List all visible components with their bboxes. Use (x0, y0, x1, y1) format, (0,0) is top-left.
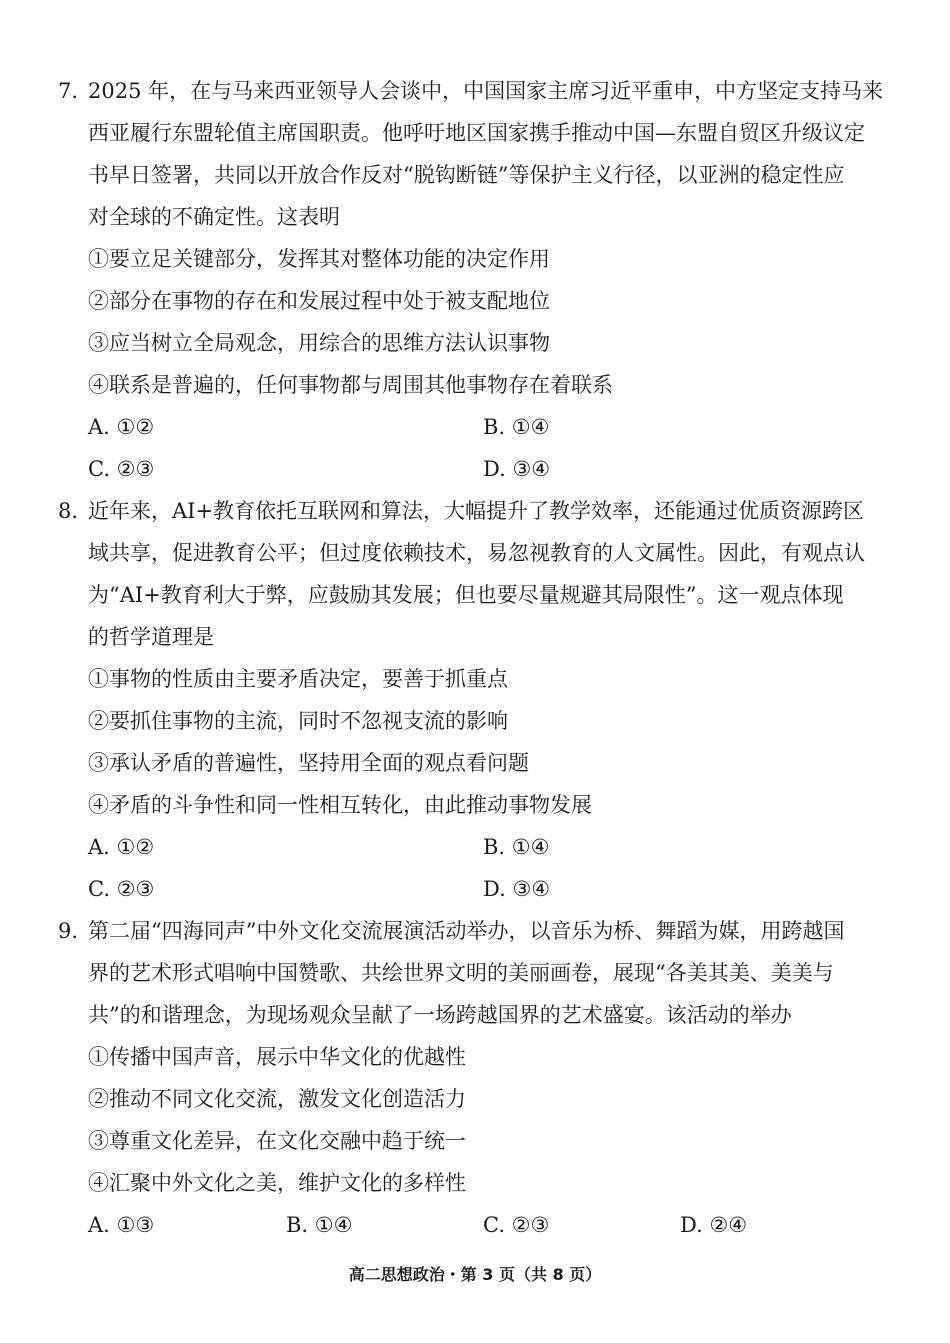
choice-a[interactable]: A. ①② (88, 415, 155, 439)
statement-option: ①要立足关键部分，发挥其对整体功能的决定作用 (88, 247, 550, 271)
choice-c[interactable]: C. ②③ (88, 877, 155, 901)
question-8 (58, 490, 900, 910)
choice-b[interactable]: B. ①④ (286, 1213, 353, 1237)
question-9 (58, 910, 900, 1246)
choice-b[interactable]: B. ①④ (483, 415, 550, 439)
statement-option: ④汇聚中外文化之美，维护文化的多样性 (88, 1171, 466, 1195)
page-footer: 高二思想政治・第 3 页（共 8 页） (348, 1265, 602, 1284)
question-number: 8. (58, 499, 79, 523)
choice-c[interactable]: C. ②③ (483, 1213, 550, 1237)
question-stem-line: 对全球的不确定性。这表明 (88, 205, 340, 229)
answer-choices (58, 406, 900, 490)
question-stem-line: 西亚履行东盟轮值主席国职责。他呼吁地区国家携手推动中国—东盟自贸区升级议定 (88, 121, 865, 145)
statement-option: ④联系是普遍的，任何事物都与周围其他事物存在着联系 (88, 373, 613, 397)
statement-option: ③应当树立全局观念，用综合的思维方法认识事物 (88, 331, 550, 355)
statement-option: ②要抓住事物的主流，同时不忽视支流的影响 (88, 709, 508, 733)
question-stem-line: 7. 2025 年，在与马来西亚领导人会谈中，中国国家主席习近平重申，中方坚定支持马来 (58, 70, 900, 112)
question-stem-line: 域共享，促进教育公平；但过度依赖技术，易忽视教育的人文属性。因此，有观点认 (88, 541, 865, 565)
choice-d[interactable]: D. ②④ (680, 1213, 748, 1237)
choice-d[interactable]: D. ③④ (483, 877, 551, 901)
question-number: 7. (58, 79, 79, 103)
answer-choices (58, 1204, 900, 1246)
answer-choices (58, 826, 900, 910)
statement-option: ①事物的性质由主要矛盾决定，要善于抓重点 (88, 667, 508, 691)
question-stem-line: 9. 第二届“四海同声”中外文化交流展演活动举办，以音乐为桥、舞蹈为媒，用跨越国 (58, 910, 900, 952)
question-7 (58, 70, 900, 490)
question-stem-line: 8. 近年来，AI+教育依托互联网和算法，大幅提升了教学效率，还能通过优质资源跨区 (58, 490, 900, 532)
statement-option: ③尊重文化差异，在文化交融中趋于统一 (88, 1129, 466, 1153)
statement-option: ①传播中国声音，展示中华文化的优越性 (88, 1045, 466, 1069)
statement-option: ②推动不同文化交流，激发文化创造活力 (88, 1087, 466, 1111)
question-stem-line: 的哲学道理是 (88, 625, 214, 649)
statement-option: ④矛盾的斗争性和同一性相互转化，由此推动事物发展 (88, 793, 592, 817)
question-stem-line: 书早日签署，共同以开放合作反对“脱钩断链”等保护主义行径，以亚洲的稳定性应 (88, 163, 845, 187)
choice-b[interactable]: B. ①④ (483, 835, 550, 859)
statement-option: ③承认矛盾的普遍性，坚持用全面的观点看问题 (88, 751, 529, 775)
choice-c[interactable]: C. ②③ (88, 457, 155, 481)
statement-option: ②部分在事物的存在和发展过程中处于被支配地位 (88, 289, 550, 313)
choice-a[interactable]: A. ①③ (88, 1213, 155, 1237)
question-number: 9. (58, 919, 79, 943)
question-stem-line: 共”的和谐理念，为现场观众呈献了一场跨越国界的艺术盛宴。该活动的举办 (88, 1003, 792, 1027)
question-stem-line: 界的艺术形式唱响中国赞歌、共绘世界文明的美丽画卷，展现“各美其美、美美与 (88, 961, 834, 985)
choice-d[interactable]: D. ③④ (483, 457, 551, 481)
question-stem-line: 为“AI+教育利大于弊，应鼓励其发展；但也要尽量规避其局限性”。这一观点体现 (88, 583, 844, 607)
choice-a[interactable]: A. ①② (88, 835, 155, 859)
